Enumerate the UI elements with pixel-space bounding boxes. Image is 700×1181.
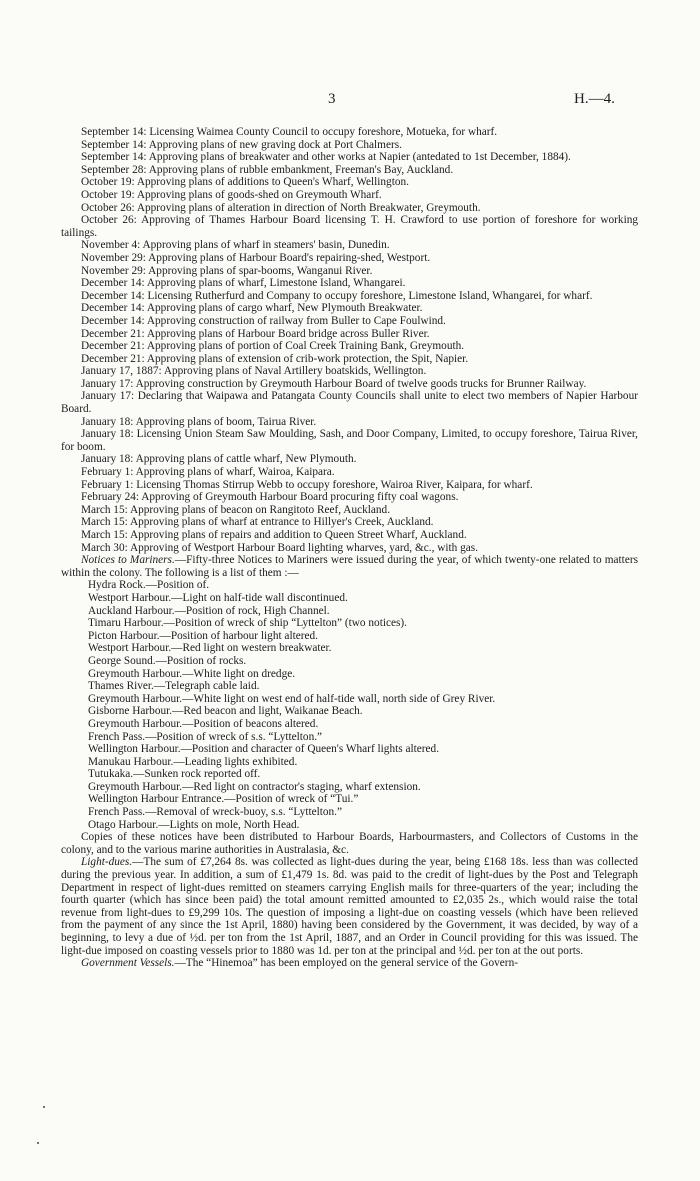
notices-list bbox=[61, 579, 638, 831]
approval-entry: February 24: Approving of Greymouth Harbour Board procuring fifty coal wagons. bbox=[81, 491, 459, 504]
notice-item: Wellington Harbour Entrance.—Position of wreck of “Tui.” bbox=[88, 793, 359, 806]
notice-item: Westport Harbour.—Light on half-tide wall discontinued. bbox=[88, 591, 348, 604]
notice-item: Westport Harbour.—Red light on western breakwater. bbox=[88, 642, 332, 655]
approval-entry: October 26: Approving of Thames Harbour Board licensing T. H. Crawford to use portion of foreshore for working tailings. bbox=[61, 214, 638, 239]
notices-intro: —Fifty-three Notices to Mariners were issued during the year, of which twenty-one related to matters within the colony. The following is a list of them :— bbox=[61, 554, 638, 579]
notice-item: Gisborne Harbour.—Red beacon and light, Waikanae Beach. bbox=[88, 705, 363, 718]
light-dues-paragraph bbox=[61, 856, 638, 957]
notices-distribution: Copies of these notices have been distributed to Harbour Boards, Harbourmasters, and Collectors of Customs in the colony, and to the various marine authorities in Australasia, &c. bbox=[61, 831, 638, 856]
notice-item: Manukau Harbour.—Leading lights exhibited. bbox=[88, 755, 298, 768]
notice-item: Timaru Harbour.—Position of wreck of ship “Lyttelton” (two notices). bbox=[88, 617, 407, 630]
light-dues-heading: Light-dues. bbox=[81, 856, 133, 869]
approval-entry: March 15: Approving plans of repairs and addition to Queen Street Wharf, Auckland. bbox=[81, 529, 467, 541]
notice-item: Thames River.—Telegraph cable laid. bbox=[88, 680, 260, 693]
approval-entry: January 17: Approving construction by Greymouth Harbour Board of twelve goods trucks for Brunner Railway. bbox=[81, 377, 587, 390]
notice-item: French Pass.—Position of wreck of s.s. “Lyttelton.” bbox=[88, 730, 323, 743]
approval-entry: November 29: Approving plans of spar-booms, Wanganui River. bbox=[81, 264, 373, 277]
light-dues-text: —The sum of £7,264 8s. was collected as light-dues during the year, being £168 18s. less than was collected during the previous year. In addition, a sum of £1,479 1s. 8d. was paid to the credit of light-dues by the Post and Telegraph Department in respect of light-dues remitted on steamers carrying English mails for three-quarters of the year; including the fourth quarter (which has since been paid) the total amount remitted amounted to £2,035 2s., which would raise the total revenue from light-dues to £9,299 10s. The question of imposing a light-due on coasting vessels (which have been relieved from the payment of any since the 1st April, 1880) having been considered by the Government, it was decided, by way of a beginning, to levy a due of ½d. per ton from the 1st April, 1887, and an Order in Council providing for this was issued. The light-due imposed on coasting vessels prior to 1880 was 1d. per ton at the principal and ½d. per ton at the out ports. bbox=[61, 856, 638, 957]
notices-heading: Notices to Mariners. bbox=[81, 554, 175, 567]
approval-entry: December 14: Approving construction of railway from Buller to Cape Foulwind. bbox=[81, 314, 446, 327]
notice-item: Picton Harbour.—Position of harbour light altered. bbox=[88, 629, 318, 642]
approval-entry: February 1: Approving plans of wharf, Wairoa, Kaipara. bbox=[81, 466, 335, 479]
notice-item: Wellington Harbour.—Position and character of Queen's Wharf lights altered. bbox=[88, 743, 440, 756]
notices-paragraph bbox=[61, 554, 638, 579]
notice-item: Hydra Rock.—Position of. bbox=[88, 579, 210, 592]
notice-item: George Sound.—Position of rocks. bbox=[88, 654, 247, 667]
government-vessels-paragraph bbox=[61, 957, 638, 970]
notice-item: Greymouth Harbour.—Red light on contractor's staging, wharf extension. bbox=[88, 780, 421, 793]
approval-entry: November 29: Approving plans of Harbour Board's repairing-shed, Westport. bbox=[81, 251, 431, 264]
notice-item: Auckland Harbour.—Position of rock, High Channel. bbox=[88, 604, 330, 617]
approval-entry: January 18: Approving plans of boom, Tairua River. bbox=[81, 415, 317, 428]
approval-entry: January 17, 1887: Approving plans of Naval Artillery boatskids, Wellington. bbox=[81, 365, 427, 378]
approval-entry: December 14: Approving plans of cargo wharf, New Plymouth Breakwater. bbox=[81, 302, 423, 315]
approval-entry: December 14: Licensing Rutherfurd and Company to occupy foreshore, Limestone Island, Whangarei, for wharf. bbox=[81, 289, 593, 302]
approval-entry: September 14: Approving plans of new graving dock at Port Chalmers. bbox=[81, 138, 402, 151]
approval-entry: October 19: Approving plans of goods-shed on Greymouth Wharf. bbox=[81, 188, 382, 201]
approval-entry: January 18: Licensing Union Steam Saw Moulding, Sash, and Door Company, Limited, to occupy foreshore, Tairua River, for boom. bbox=[61, 428, 638, 453]
approval-entry: March 15: Approving plans of wharf at entrance to Hillyer's Creek, Auckland. bbox=[81, 516, 434, 529]
notice-item: French Pass.—Removal of wreck-buoy, s.s. “Lyttelton.” bbox=[88, 806, 343, 819]
government-vessels-text: —The “Hinemoa” has been employed on the general service of the Govern- bbox=[174, 957, 518, 970]
approval-entry: January 17: Declaring that Waipawa and Patangata County Councils shall unite to elect two members of Napier Harbour Board. bbox=[61, 390, 638, 416]
document-code: H.—4. bbox=[574, 91, 615, 107]
approval-entry: February 1: Licensing Thomas Stirrup Webb to occupy foreshore, Wairoa River, Kaipara, for wharf. bbox=[81, 478, 533, 491]
approval-entry: September 14: Licensing Waimea County Council to occupy foreshore, Motueka, for wharf. bbox=[81, 126, 498, 138]
notice-item: Greymouth Harbour.—White light on west end of half-tide wall, north side of Grey River. bbox=[88, 692, 496, 705]
notice-item: Greymouth Harbour.—Position of beacons altered. bbox=[88, 717, 319, 730]
approval-entry: December 21: Approving plans of Harbour Board bridge across Buller River. bbox=[81, 327, 430, 340]
approval-entry: December 14: Approving plans of wharf, Limestone Island, Whangarei. bbox=[81, 277, 406, 290]
notice-item: Otago Harbour.—Lights on mole, North Head. bbox=[88, 818, 300, 831]
approvals-list bbox=[61, 126, 638, 554]
paper-speck bbox=[43, 1106, 45, 1108]
page-body bbox=[61, 126, 638, 970]
approval-entry: December 21: Approving plans of portion of Coal Creek Training Bank, Greymouth. bbox=[81, 340, 465, 353]
government-vessels-heading: Government Vessels. bbox=[81, 957, 175, 970]
approval-entry: January 18: Approving plans of cattle wharf, New Plymouth. bbox=[81, 453, 357, 466]
paper-speck bbox=[37, 1142, 39, 1144]
approval-entry: September 14: Approving plans of breakwater and other works at Napier (antedated to 1st December, 1884). bbox=[81, 151, 571, 164]
approval-entry: November 4: Approving plans of wharf in steamers' basin, Dunedin. bbox=[81, 239, 390, 252]
approval-entry: October 19: Approving plans of additions to Queen's Wharf, Wellington. bbox=[81, 176, 409, 189]
notice-item: Greymouth Harbour.—White light on dredge. bbox=[88, 667, 296, 680]
notice-item: Tutukaka.—Sunken rock reported off. bbox=[88, 768, 261, 781]
approval-entry: March 15: Approving plans of beacon on Rangitoto Reef, Auckland. bbox=[81, 503, 391, 516]
approval-entry: September 28: Approving plans of rubble embankment, Freeman's Bay, Auckland. bbox=[81, 163, 454, 176]
approval-entry: March 30: Approving of Westport Harbour Board lighting wharves, yard, &c., with gas. bbox=[81, 541, 479, 554]
approval-entry: October 26: Approving plans of alteration in direction of North Breakwater, Greymouth. bbox=[81, 201, 481, 214]
page-number: 3 bbox=[328, 91, 336, 107]
approval-entry: December 21: Approving plans of extension of crib-work protection, the Spit, Napier. bbox=[81, 352, 469, 365]
